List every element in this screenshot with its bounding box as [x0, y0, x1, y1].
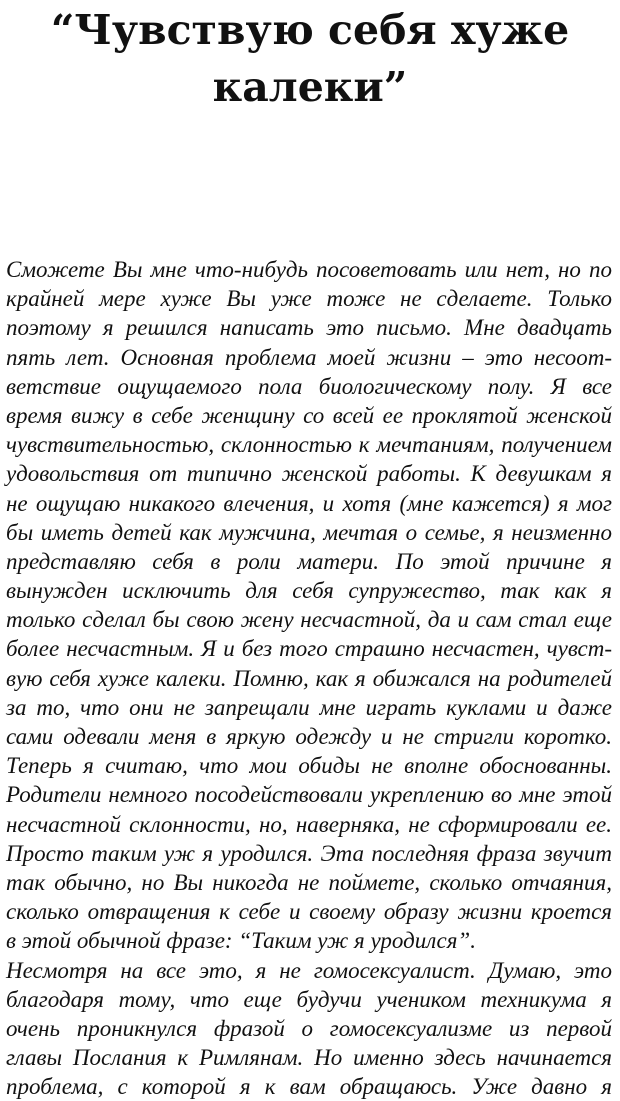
- chapter-title-line-2: калеки”: [212, 63, 408, 111]
- text-line: так обычно, но Вы никогда не поймете, сколько отчаяния,: [6, 869, 612, 895]
- text-line: проблема, с которой я к вам обращаюсь. Уже давно я: [6, 1074, 612, 1100]
- text-line: несчастной склонности, но, наверняка, не сформировали ее.: [6, 811, 612, 837]
- text-line: благодаря тому, что еще будучи учеником техникума я: [6, 986, 612, 1012]
- chapter-title: [0, 2, 620, 116]
- text-line: только сделал бы свою жену несчастной, да и сам стал еще: [6, 607, 612, 633]
- text-line: более несчастным. Я и без того страшно несчастен, чувст-: [6, 636, 612, 662]
- text-line: сколько отвращения к себе и своему образу жизни кроется: [6, 899, 612, 925]
- text-line: за то, что они не запрещали мне играть куклами и даже: [6, 694, 612, 720]
- text-line: Несмотря на все это, я не гомосексуалист. Думаю, это: [6, 957, 612, 983]
- chapter-title-line-1: “Чувствую себя хуже: [50, 6, 570, 54]
- text-line: бы иметь детей как мужчина, мечтая о семье, я неизменно: [6, 519, 612, 545]
- text-line: очень проникнулся фразой о гомосексуализме из первой: [6, 1015, 612, 1041]
- text-line: удовольствия от типично женской работы. К девушкам я: [6, 461, 612, 487]
- text-line: вынужден исключить для себя супружество, так как я: [6, 578, 612, 604]
- text-line: Родители немного посодействовали укреплению во мне этой: [6, 782, 612, 808]
- text-line: пять лет. Основная проблема моей жизни – это несоот-: [6, 344, 612, 370]
- text-line: чувствительностью, склонностью к мечтаниям, получением: [6, 432, 612, 458]
- text-line: Просто таким уж я уродился. Эта последняя фраза звучит: [6, 840, 612, 866]
- letter-body: [6, 255, 612, 1101]
- text-line-paragraph-end: в этой обычной фразе: “Таким уж я уродился”.: [6, 928, 476, 954]
- text-line: крайней мере хуже Вы уже тоже не сделаете. Только: [6, 286, 612, 312]
- text-line: ветствие ощущаемого пола биологическому полу. Я все: [6, 373, 612, 399]
- text-line: не ощущаю никакого влечения, и хотя (мне кажется) я мог: [6, 490, 612, 516]
- text-line: главы Послания к Римлянам. Но именно здесь начинается: [6, 1045, 612, 1071]
- text-line: сами одевали меня в яркую одежду и не стригли коротко.: [6, 724, 612, 749]
- text-line: Теперь я считаю, что мои обиды не вполне обоснованны.: [6, 753, 612, 779]
- text-line: Сможете Вы мне что-нибудь посоветовать или нет, но по: [6, 257, 612, 282]
- text-line: поэтому я решился написать это письмо. Мне двадцать: [6, 315, 612, 341]
- text-line: время вижу в себе женщину со всей ее проклятой женской: [6, 402, 612, 428]
- text-line: представляю себя в роли матери. По этой причине я: [6, 548, 612, 574]
- text-line: вую себя хуже калеки. Помню, как я обижался на родителей: [6, 665, 612, 691]
